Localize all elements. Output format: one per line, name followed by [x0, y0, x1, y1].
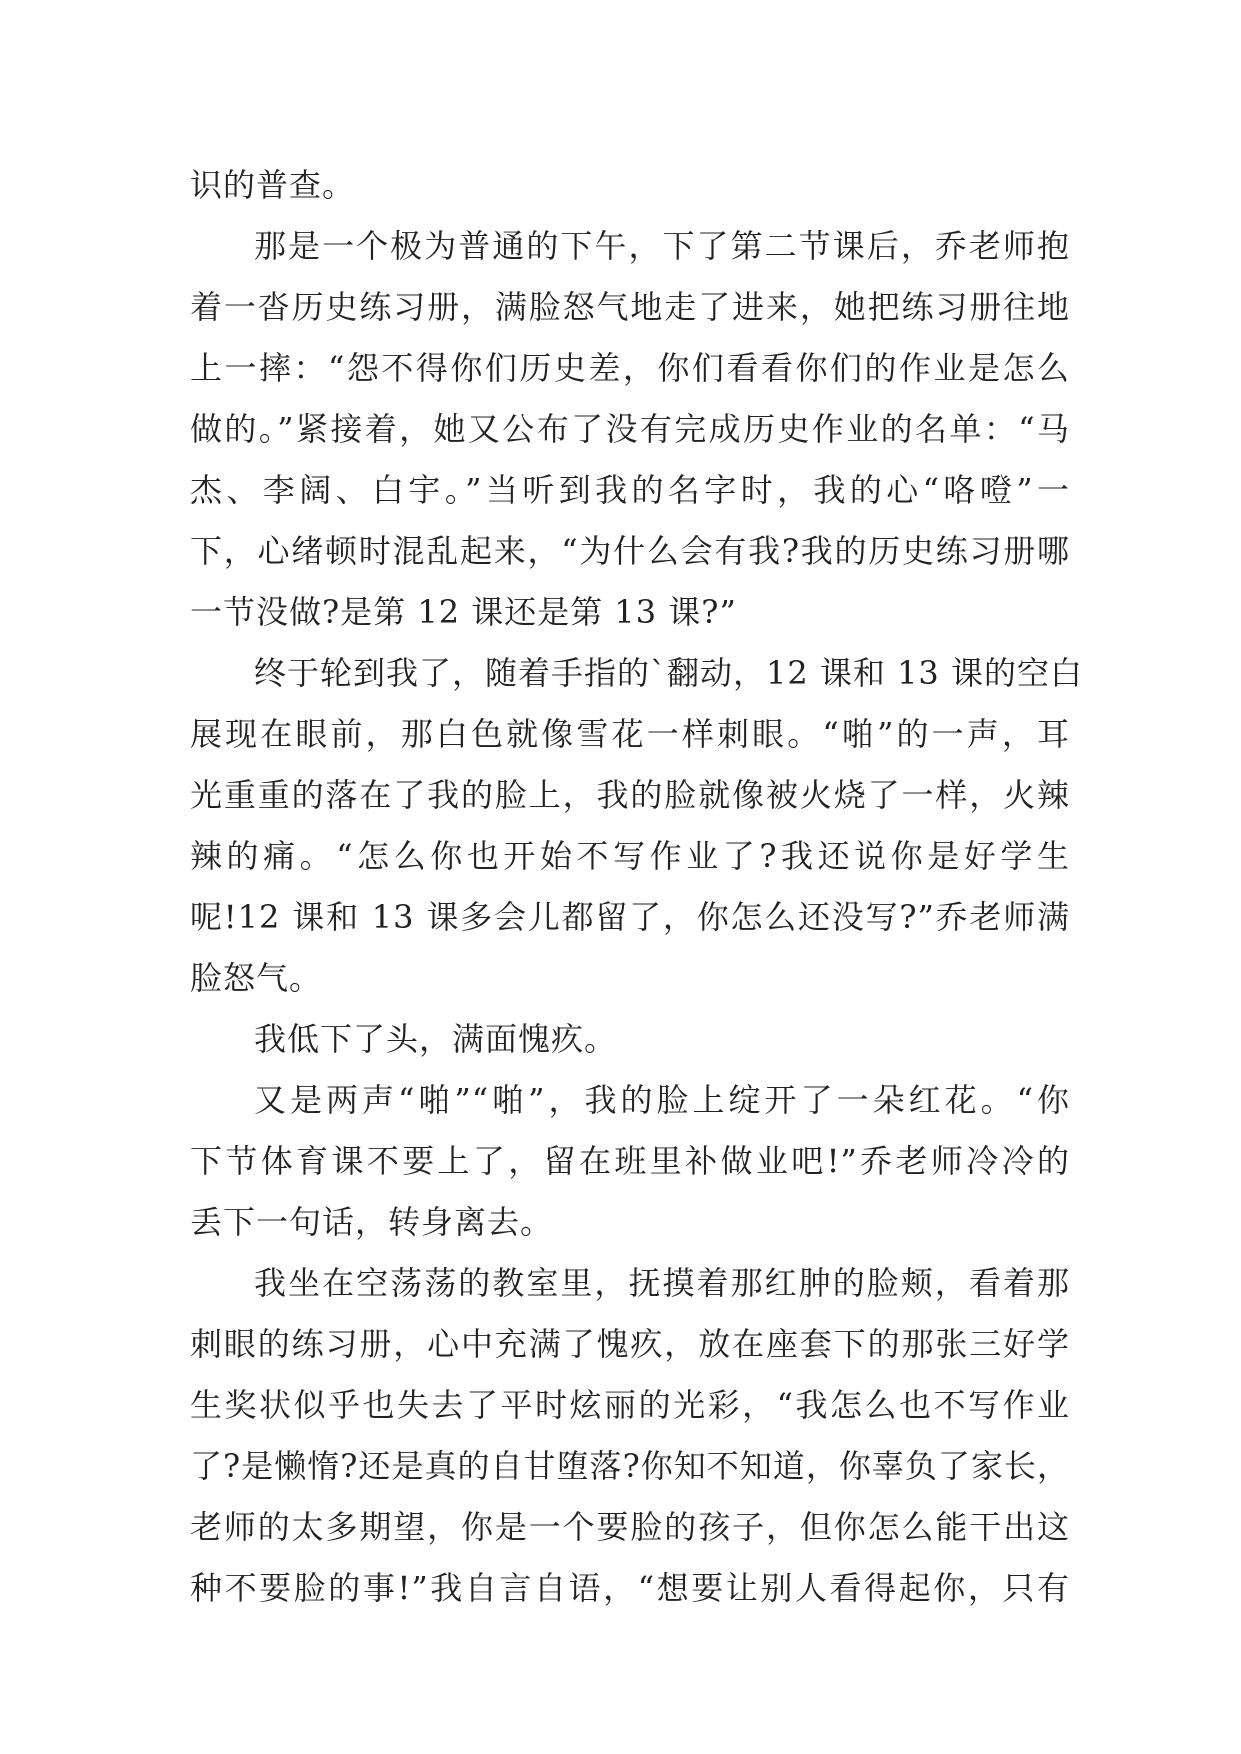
text-line: 上一摔：“怨不得你们历史差，你们看看你们的作业是怎么	[190, 349, 1070, 387]
text-line: 光重重的落在了我的脸上，我的脸就像被火烧了一样，火辣	[190, 776, 1070, 814]
text-line: 脸怒气。	[190, 959, 323, 997]
text-line: 刺眼的练习册，心中充满了愧疚，放在座套下的那张三好学	[190, 1325, 1070, 1363]
paragraph-first-line: 终于轮到我了，随着手指的`翻动，12 课和 13 课的空白	[254, 654, 1083, 692]
text-line: 展现在眼前，那白色就像雪花一样刺眼。“啪”的一声，耳	[190, 715, 1070, 753]
text-line: 呢!12 课和 13 课多会儿都留了，你怎么还没写?”乔老师满	[190, 898, 1070, 936]
text-line: 识的普查。	[190, 166, 356, 204]
paragraph-first-line: 那是一个极为普通的下午，下了第二节课后，乔老师抱	[254, 227, 1070, 265]
text-line: 生奖状似乎也失去了平时炫丽的光彩，“我怎么也不写作业	[190, 1386, 1070, 1424]
text-line: 老师的太多期望，你是一个要脸的孩子，但你怎么能干出这	[190, 1508, 1070, 1546]
paragraph-first-line: 我低下了头，满面愧疚。	[254, 1020, 618, 1058]
text-line: 着一沓历史练习册，满脸怒气地走了进来，她把练习册往地	[190, 288, 1070, 326]
document-body	[190, 155, 1083, 1619]
text-line: 一节没做?是第 12 课还是第 13 课?”	[190, 593, 737, 631]
text-line: 下，心绪顿时混乱起来，“为什么会有我?我的历史练习册哪	[190, 532, 1070, 570]
text-line: 辣的痛。“怎么你也开始不写作业了?我还说你是好学生	[190, 837, 1070, 875]
text-line: 杰、李阔、白宇。”当听到我的名字时，我的心“咯噔”一	[190, 471, 1070, 509]
text-line: 做的。”紧接着，她又公布了没有完成历史作业的名单：“马	[190, 410, 1070, 448]
text-line: 丢下一句话，转身离去。	[190, 1203, 554, 1241]
text-line: 种不要脸的事!”我自言自语，“想要让别人看得起你，只有	[190, 1569, 1070, 1607]
text-line: 下节体育课不要上了，留在班里补做业吧!”乔老师冷冷的	[190, 1142, 1070, 1180]
text-line: 了?是懒惰?还是真的自甘堕落?你知不知道，你辜负了家长，	[190, 1447, 1070, 1485]
paragraph-first-line: 我坐在空荡荡的教室里，抚摸着那红肿的脸颊，看着那	[254, 1264, 1070, 1302]
paragraph-first-line: 又是两声“啪”“啪”，我的脸上绽开了一朵红花。“你	[254, 1081, 1070, 1119]
